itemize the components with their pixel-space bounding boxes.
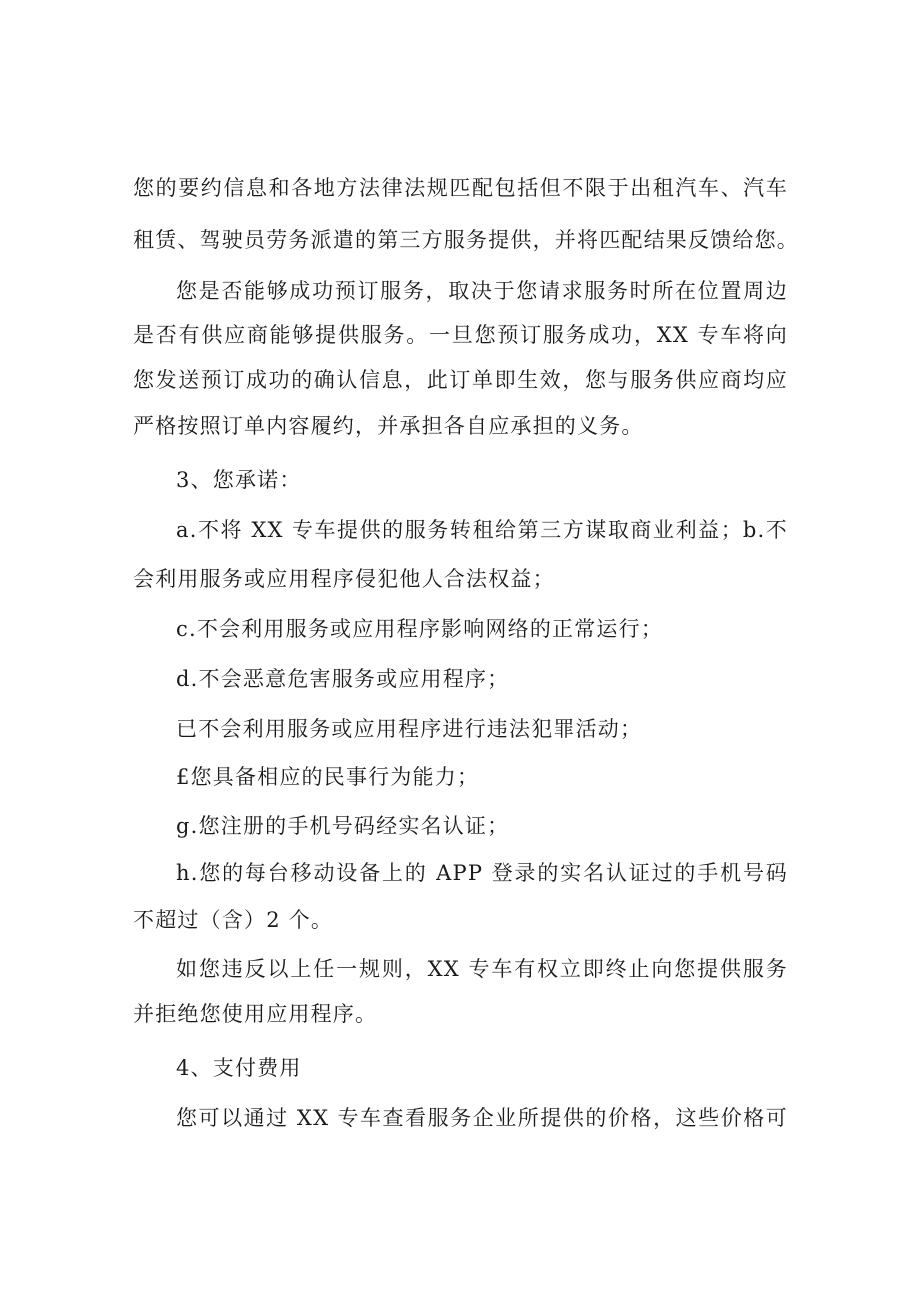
text-line-1: 您的要约信息和各地方法律法规匹配包括但不限于出租汽车、汽车 <box>133 176 788 200</box>
list-item-d: d.不会恶意危害服务或应用程序； <box>176 667 510 691</box>
text-line-18: 并拒绝您使用应用程序。 <box>133 1002 378 1026</box>
section-heading-4: 4、支付费用 <box>176 1056 302 1080</box>
text-line-2: 租赁、驾驶员劳务派遣的第三方服务提供，并将匹配结果反馈给您。 <box>133 228 799 252</box>
text-line-4: 是否有供应商能够提供服务。一旦您预订服务成功，XX 专车将向 <box>133 323 788 347</box>
list-item-g: g.您注册的手机号码经实名认证； <box>176 814 510 838</box>
text-line-6: 严格按照订单内容履约，并承担各自应承担的义务。 <box>133 414 644 438</box>
list-item-f: £您具备相应的民事行为能力； <box>176 765 480 789</box>
text-line-3: 您是否能够成功预订服务，取决于您请求服务时所在位置周边 <box>176 279 788 303</box>
list-item-c: c.不会利用服务或应用程序影响网络的正常运行； <box>176 617 664 641</box>
text-line-17: 如您违反以上任一规则，XX 专车有权立即终止向您提供服务 <box>176 957 788 981</box>
text-line-8: a.不将 XX 专车提供的服务转租给第三方谋取商业利益；b.不 <box>176 518 788 542</box>
section-heading-3: 3、您承诺： <box>176 468 302 492</box>
text-line-9: 会利用服务或应用程序侵犯他人合法权益； <box>133 567 555 591</box>
text-line-16: 不超过（含）2 个。 <box>133 908 334 932</box>
list-item-h: h.您的每台移动设备上的 APP 登录的实名认证过的手机号码 <box>176 861 788 885</box>
text-line-5: 您发送预订成功的确认信息，此订单即生效，您与服务供应商均应 <box>133 368 788 392</box>
text-line-20: 您可以通过 XX 专车查看服务企业所提供的价格，这些价格可 <box>176 1106 788 1130</box>
list-item-e: 已不会利用服务或应用程序进行违法犯罪活动； <box>176 717 643 741</box>
